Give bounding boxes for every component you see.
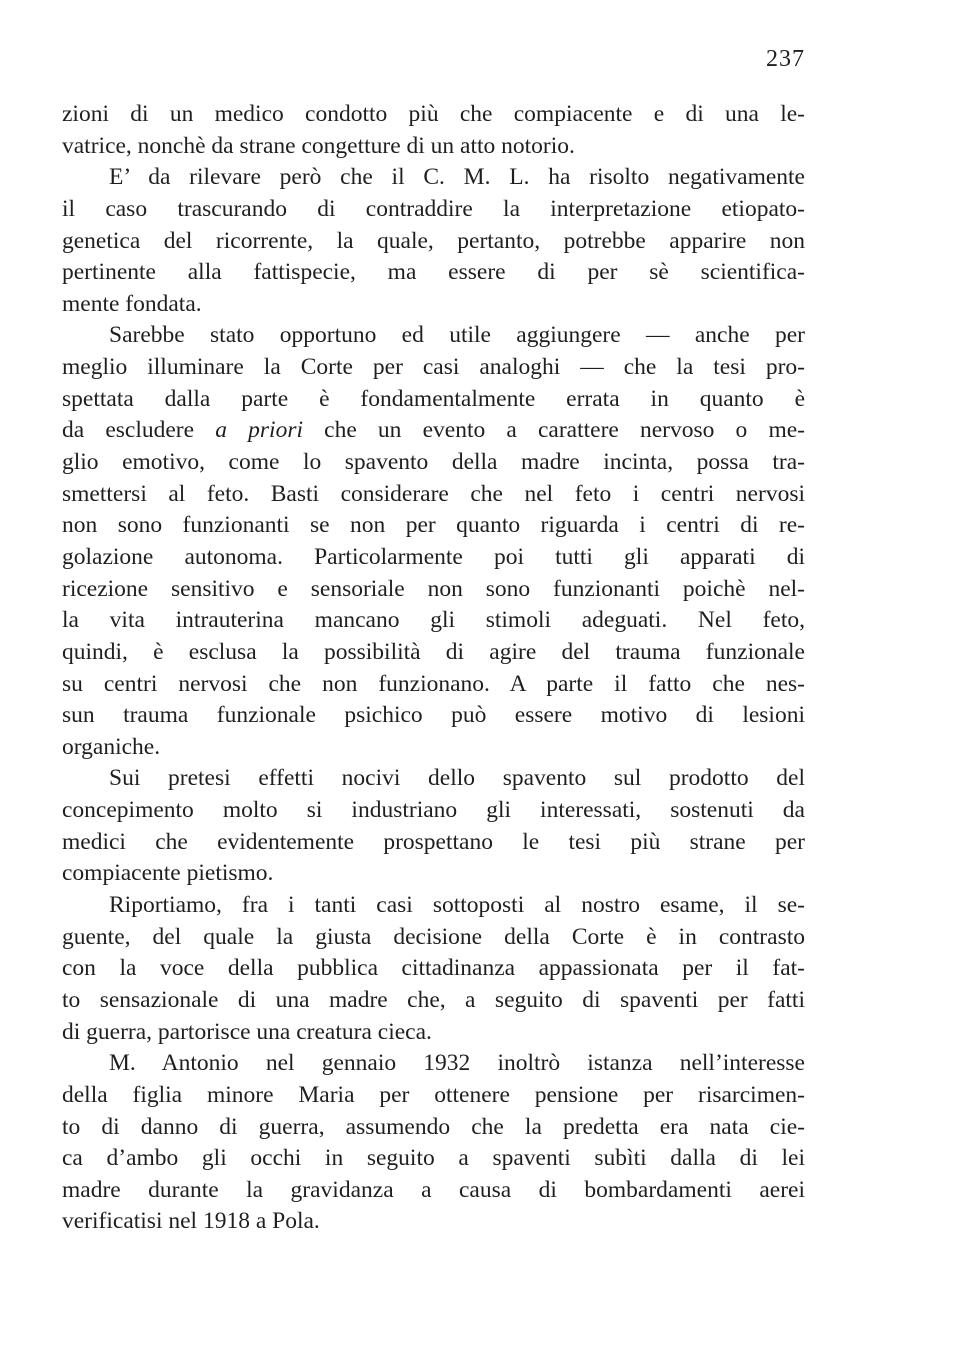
text-line: medici che evidentemente prospettano le tesi più strane per <box>62 828 805 855</box>
text-line: pertinente alla fattispecie, ma essere di per sè scientifica- <box>62 259 805 286</box>
text-line: compiacente pietismo. <box>62 860 274 887</box>
text-line: su centri nervosi che non funzionano. A parte il fatto che nes- <box>62 670 805 697</box>
text-line: mente fondata. <box>62 290 202 317</box>
text-line: genetica del ricorrente, la quale, pertanto, potrebbe apparire non <box>62 227 805 254</box>
text-line: meglio illuminare la Corte per casi analoghi — che la tesi pro- <box>62 354 805 381</box>
text-line: ricezione sensitivo e sensoriale non sono funzionanti poichè nel- <box>62 575 805 602</box>
text-line: vatrice, nonchè da strane congetture di un atto notorio. <box>62 132 575 159</box>
text-line: to di danno di guerra, assumendo che la predetta era nata cie- <box>62 1113 805 1140</box>
text-line: glio emotivo, come lo spavento della madre incinta, possa tra- <box>62 449 805 476</box>
text-line: E’ da rilevare però che il C. M. L. ha risolto negativamente <box>109 164 805 191</box>
text-line: Sarebbe stato opportuno ed utile aggiungere — anche per <box>109 322 805 349</box>
text-segment: da escludere <box>62 417 216 444</box>
text-line: madre durante la gravidanza a causa di bombardamenti aerei <box>62 1176 805 1203</box>
text-segment: che un evento a carattere nervoso o me- <box>303 417 806 444</box>
text-line: con la voce della pubblica cittadinanza appassionata per il fat- <box>62 955 805 982</box>
text-line: della figlia minore Maria per ottenere pensione per risarcimen- <box>62 1081 805 1108</box>
text-line: spettata dalla parte è fondamentalmente errata in quanto è <box>62 385 805 412</box>
text-line: il caso trascurando di contraddire la interpretazione etiopato- <box>62 195 805 222</box>
text-line: la vita intrauterina mancano gli stimoli adeguati. Nel feto, <box>62 607 805 634</box>
text-line: M. Antonio nel gennaio 1932 inoltrò istanza nell’interesse <box>109 1050 805 1077</box>
text-line: zioni di un medico condotto più che compiacente e di una le- <box>62 101 805 127</box>
paragraph <box>62 763 805 890</box>
paragraph <box>62 890 805 1048</box>
text-line: ca d’ambo gli occhi in seguito a spaventi subìti dalla di lei <box>62 1145 805 1172</box>
text-line <box>62 415 805 447</box>
paragraph <box>62 99 805 162</box>
paragraph <box>62 320 805 763</box>
body-text <box>62 99 805 1238</box>
text-line: golazione autonoma. Particolarmente poi tutti gli apparati di <box>62 543 805 570</box>
paragraph <box>62 1048 805 1238</box>
italic-phrase: a priori <box>215 417 303 444</box>
paragraph <box>62 162 805 320</box>
text-line: organiche. <box>62 733 161 760</box>
text-line: quindi, è esclusa la possibilità di agire del trauma funzionale <box>62 638 805 665</box>
text-line: verificatisi nel 1918 a Pola. <box>62 1208 320 1235</box>
text-line: Sui pretesi effetti nocivi dello spavento sul prodotto del <box>109 765 805 792</box>
page-number: 237 <box>766 46 805 72</box>
text-line: Riportiamo, fra i tanti casi sottoposti al nostro esame, il se- <box>109 892 805 919</box>
text-line: to sensazionale di una madre che, a seguito di spaventi per fatti <box>62 986 805 1013</box>
text-line: smettersi al feto. Basti considerare che nel feto i centri nervosi <box>62 480 805 507</box>
text-line: sun trauma funzionale psichico può essere motivo di lesioni <box>62 702 805 729</box>
text-line: di guerra, partorisce una creatura cieca. <box>62 1018 432 1045</box>
text-line: guente, del quale la giusta decisione della Corte è in contrasto <box>62 923 805 950</box>
text-line: concepimento molto si industriano gli interessati, sostenuti da <box>62 797 805 824</box>
text-line: non sono funzionanti se non per quanto riguarda i centri di re- <box>62 512 805 539</box>
